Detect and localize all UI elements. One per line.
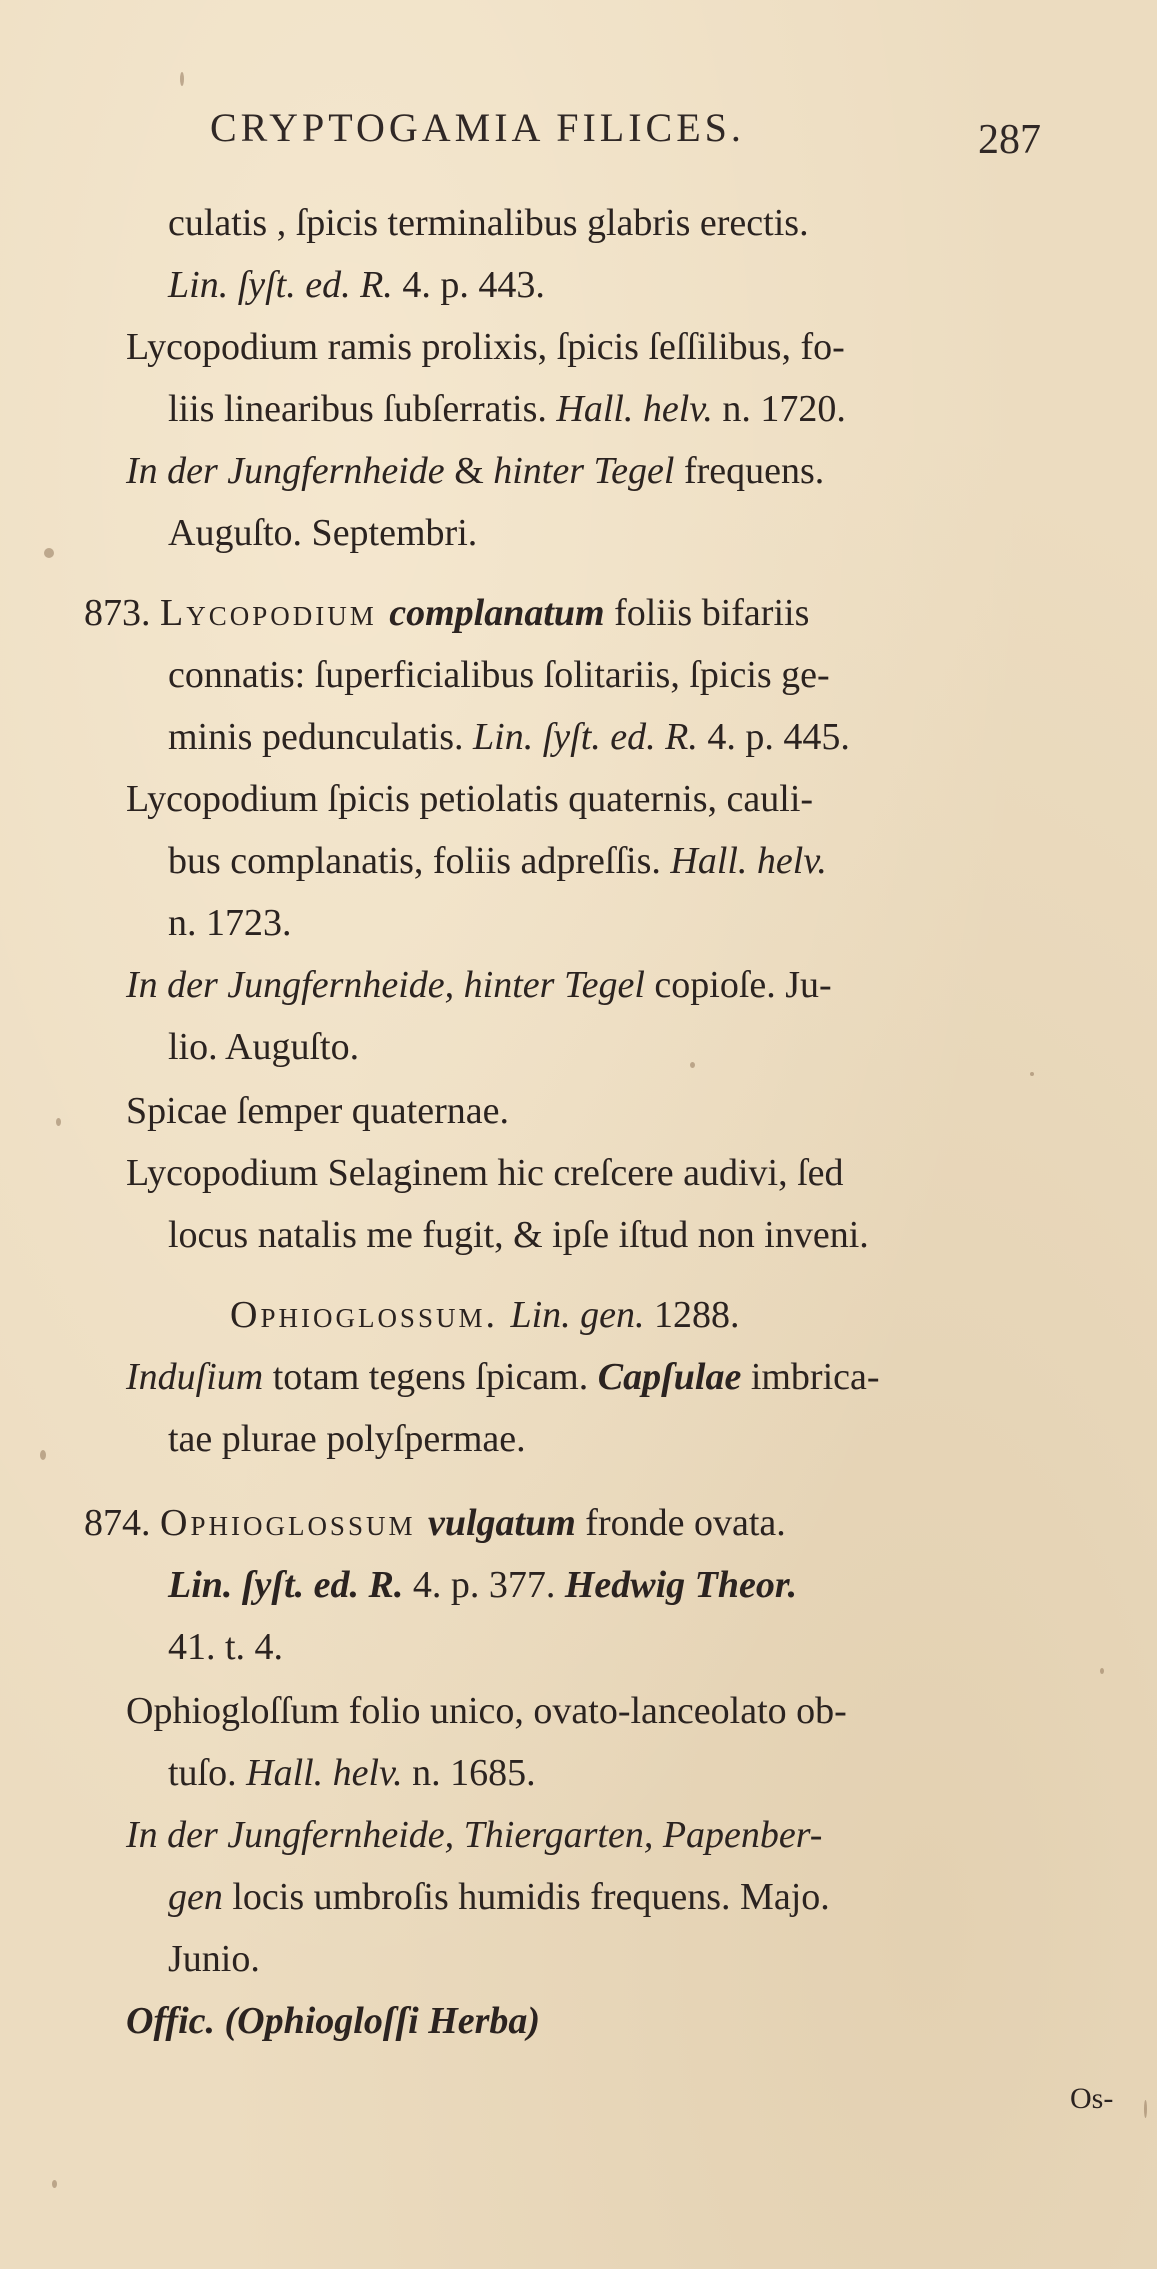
text-line: Auguſto. Septembri. <box>168 512 478 554</box>
entry-heading-873: 873. Lycopodium complanatum foliis bifariis <box>84 592 810 634</box>
text-line: Lycopodium ramis prolixis, ſpicis ſeſſilibus, fo- <box>126 326 845 368</box>
paper-speck <box>1030 1072 1034 1076</box>
text-line: Lycopodium Selaginem hic creſcere audivi, ſed <box>126 1152 844 1194</box>
page-header <box>210 104 1070 164</box>
text-line: 41. t. 4. <box>168 1626 284 1668</box>
text-line: In der Jungfernheide, hinter Tegel copioſe. Ju- <box>126 964 832 1006</box>
text-line: minis pedunculatis. Lin. ſyſt. ed. R. 4. p. 445. <box>168 716 850 758</box>
paper-speck <box>44 548 54 558</box>
paper-speck <box>690 1062 695 1068</box>
text-line: connatis: ſuperficialibus ſolitariis, ſpicis ge- <box>168 654 830 696</box>
text-line: liis linearibus ſubſerratis. Hall. helv. n. 1720. <box>168 388 846 430</box>
text-line: tuſo. Hall. helv. n. 1685. <box>168 1752 536 1794</box>
page-number: 287 <box>978 117 1041 163</box>
paper-speck <box>40 1450 46 1460</box>
running-head: CRYPTOGAMIA FILICES. <box>210 105 745 150</box>
text-line: locus natalis me fugit, & ipſe iſtud non inveni. <box>168 1214 869 1256</box>
text-line: lio. Auguſto. <box>168 1026 360 1068</box>
text-line: Lycopodium ſpicis petiolatis quaternis, cauli- <box>126 778 814 820</box>
text-line: Offic. (Ophiogloſſi Herba) <box>126 2000 541 2042</box>
text-line: Spicae ſemper quaternae. <box>126 1090 509 1132</box>
genus-heading: Ophioglossum. Lin. gen. 1288. <box>230 1294 740 1336</box>
paper-speck <box>52 2180 57 2188</box>
paper-speck <box>180 72 184 86</box>
text-line: gen locis umbroſis humidis frequens. Majo. <box>168 1876 830 1918</box>
paper-speck <box>1144 2100 1147 2118</box>
catchword: Os- <box>1070 2082 1114 2115</box>
text-line: tae plurae polyſpermae. <box>168 1418 526 1460</box>
text-line: Lin. ſyſt. ed. R. 4. p. 443. <box>168 264 545 306</box>
text-line: culatis , ſpicis terminalibus glabris erectis. <box>168 202 809 244</box>
entry-heading-874: 874. Ophioglossum vulgatum fronde ovata. <box>84 1502 786 1544</box>
text-line: In der Jungfernheide, Thiergarten, Papenber- <box>126 1814 823 1856</box>
text-line: n. 1723. <box>168 902 292 944</box>
text-line: In der Jungfernheide & hinter Tegel frequens. <box>126 450 825 492</box>
text-line: Induſium totam tegens ſpicam. Capſulae imbrica- <box>126 1356 880 1398</box>
text-line: Ophiogloſſum folio unico, ovato-lanceolato ob- <box>126 1690 847 1732</box>
paper-speck <box>56 1118 61 1126</box>
paper-speck <box>1100 1668 1104 1674</box>
text-line: bus complanatis, foliis adpreſſis. Hall. helv. <box>168 840 827 882</box>
text-line: Lin. ſyſt. ed. R. 4. p. 377. Hedwig Theor. <box>168 1564 798 1606</box>
text-line: Junio. <box>168 1938 260 1980</box>
